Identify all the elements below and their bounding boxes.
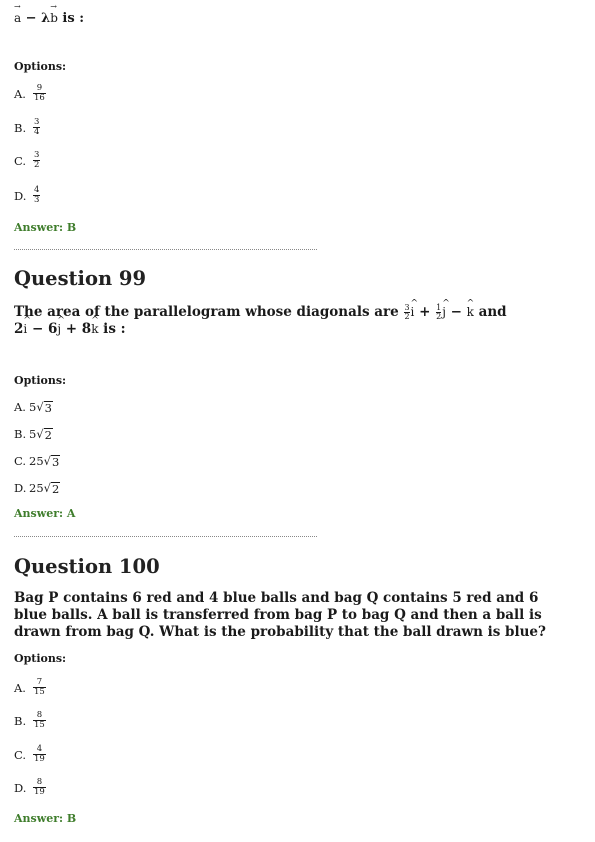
q100-option-d: [14, 778, 46, 797]
q100-option-a: [14, 678, 46, 697]
numerator: 4: [36, 744, 43, 754]
option-letter: C.: [14, 153, 27, 168]
denominator: 19: [34, 754, 45, 764]
radicand: 3: [44, 400, 52, 415]
q98-option-a: [14, 84, 46, 103]
numerator: 3: [34, 117, 40, 127]
radicand: 3: [51, 454, 60, 469]
q98-option-b: [14, 118, 40, 137]
q98-stem-tail: [14, 11, 84, 26]
option-letter: D.: [14, 780, 27, 795]
option-letter: C.: [14, 454, 27, 468]
coefficient: 25: [29, 481, 44, 495]
fraction: [33, 678, 46, 697]
numerator: 4: [34, 185, 40, 195]
coefficient: 5: [29, 400, 37, 414]
fraction: [33, 118, 40, 137]
vector-b: → b: [50, 11, 58, 25]
q98-answer: Answer: B: [14, 221, 77, 234]
q100-option-c: [14, 745, 46, 764]
radicand: 2: [44, 427, 52, 442]
denominator: 2: [404, 312, 410, 321]
option-letter: B.: [14, 427, 27, 441]
radical-sign: √: [36, 400, 44, 414]
option-letter: A.: [14, 86, 26, 101]
q100-options-label: Options:: [14, 652, 67, 665]
q100-option-b: [14, 711, 46, 730]
denominator: 3: [34, 195, 40, 205]
vector-a: → a: [14, 11, 21, 25]
q99-title: Question 99: [14, 267, 147, 290]
divider: [14, 249, 317, 250]
option-letter: A.: [14, 400, 26, 414]
q99-option-a: [14, 400, 53, 414]
fraction: [33, 186, 40, 205]
q99-text-part: and: [473, 304, 507, 320]
option-letter: B.: [14, 713, 27, 728]
q98-tail-text: is :: [57, 11, 85, 26]
numerator: 8: [36, 710, 43, 720]
numerator: 8: [36, 777, 43, 787]
fraction: [404, 304, 409, 321]
coefficient: − 6: [27, 321, 58, 337]
q98-option-c: [14, 151, 40, 170]
numerator: 3: [404, 303, 410, 312]
q99-option-c: [14, 454, 60, 468]
q98-option-d: [14, 186, 40, 205]
unit-vector-i: ^ i: [23, 321, 27, 338]
option-letter: D.: [14, 188, 27, 203]
option-letter: D.: [14, 481, 27, 495]
option-letter: C.: [14, 747, 27, 762]
option-letter: B.: [14, 120, 27, 135]
divider: [14, 536, 317, 537]
fraction: [33, 711, 46, 730]
minus-lambda: − λ: [21, 11, 51, 26]
unit-vector-j: ^ j: [442, 304, 446, 321]
denominator: 19: [34, 787, 45, 797]
coefficient: 2: [14, 321, 24, 337]
unit-vector-k: ^ k: [467, 304, 474, 321]
radical-sign: √: [43, 481, 51, 495]
q99-text-part: The area of the parallelogram whose diagonals are: [14, 304, 404, 320]
radical-sign: √: [36, 427, 44, 441]
fraction: [33, 151, 40, 170]
q99-text-part: is :: [98, 321, 126, 337]
coefficient: 25: [29, 454, 44, 468]
denominator: 2: [34, 160, 40, 170]
denominator: 16: [34, 93, 45, 103]
q99-option-b: [14, 427, 53, 441]
fraction: [33, 745, 46, 764]
q99-options-label: Options:: [14, 374, 67, 387]
numerator: 9: [36, 83, 43, 93]
q99-option-d: [14, 481, 60, 495]
numerator: 1: [436, 303, 442, 312]
denominator: 15: [34, 687, 45, 697]
q99-text: [14, 304, 569, 338]
denominator: 2: [436, 312, 442, 321]
numerator: 3: [34, 150, 40, 160]
unit-vector-i: ^ i: [411, 304, 415, 321]
q100-text: Bag P contains 6 red and 4 blue balls and bag Q contains 5 red and 6 blue balls. A ball is transferred from bag P to bag Q and then a ball is drawn from bag Q. What is the probability that the ball drawn is blue?: [14, 590, 546, 640]
numerator: 7: [36, 677, 43, 687]
q99-answer: Answer: A: [14, 507, 76, 520]
q100-title: Question 100: [14, 555, 160, 578]
fraction: [33, 778, 46, 797]
coefficient: 5: [29, 427, 37, 441]
q100-answer: Answer: B: [14, 812, 77, 825]
denominator: 4: [34, 127, 40, 137]
q98-options-label: Options:: [14, 60, 67, 73]
fraction: [436, 304, 441, 321]
unit-vector-j: ^ j: [57, 321, 61, 338]
option-letter: A.: [14, 680, 26, 695]
fraction: [33, 84, 46, 103]
denominator: 15: [34, 720, 45, 730]
coefficient: + 8: [61, 321, 92, 337]
minus-sign: −: [445, 304, 467, 320]
unit-vector-k: ^ k: [91, 321, 98, 338]
plus-sign: +: [414, 304, 436, 320]
radicand: 2: [51, 481, 60, 496]
radical-sign: √: [43, 454, 51, 468]
